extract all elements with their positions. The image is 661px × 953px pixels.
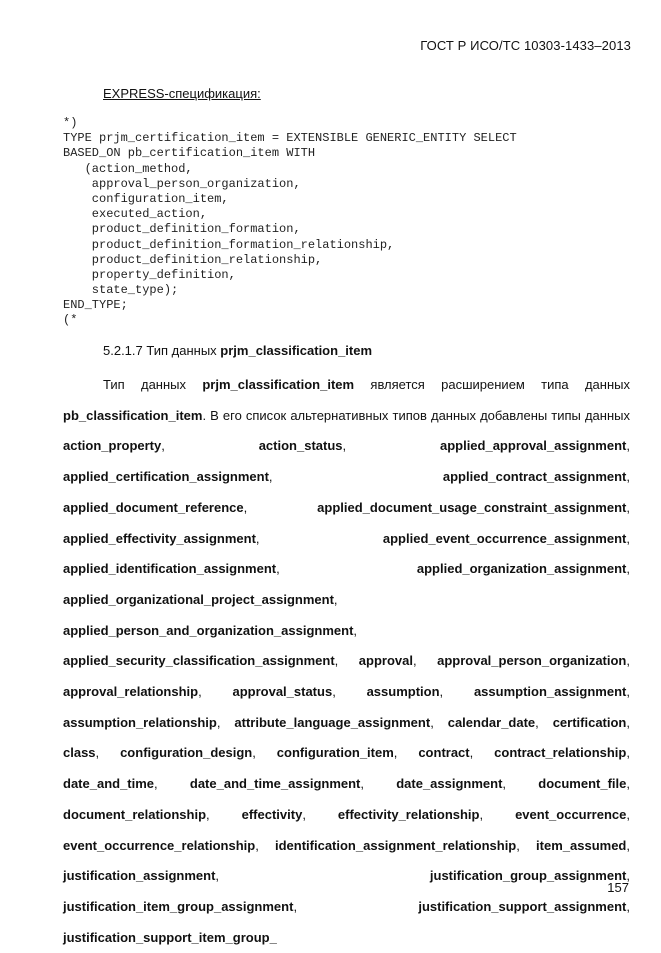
type-name-item: assumption_relationship [63,714,217,730]
type-name-item: certification [552,714,627,730]
para-type-name: prjm_classification_item [202,377,355,392]
section-type-name: prjm_classification_item [220,343,373,358]
para-middle2: . В его список альтернативных типов данных добавлены типы данных [202,407,630,423]
code-line: approval_person_organization, [63,176,301,191]
type-name-item: justification_support_assignment [418,898,627,914]
type-name-item: approval_status [232,684,333,700]
type-name-item: assumption [366,684,440,700]
type-name-item: justification_group_assignment [429,868,627,884]
section-number: 5.2.1.7 Тип данных [103,343,217,358]
type-name-item: applied_event_occurrence_assignment [382,530,627,546]
type-name-item: effectivity_relationship [337,806,480,822]
type-name-item: applied_approval_assignment [439,438,627,454]
code-line: property_definition, [63,267,236,282]
type-name-item: effectivity [241,806,303,822]
code-line: product_definition_formation, [63,222,301,237]
code-line: BASED_ON pb_certification_item WITH [63,146,316,161]
type-name-item: applied_contract_assignment [442,469,627,485]
type-name-item: date_assignment [396,776,503,792]
type-name-item: justification_assignment [63,868,216,884]
para-base-type: pb_classification_item [63,407,203,423]
type-name-item: item_assumed [536,837,627,853]
type-name-item: event_occurrence_relationship [63,837,256,853]
type-name-item: identification_assignment_relationship [274,837,517,853]
type-name-item: applied_effectivity_assignment [63,530,256,546]
type-name-item: contract_relationship [494,745,627,761]
type-name-item: attribute_language_assignment [234,714,431,730]
type-name-item: class [63,745,96,761]
para-intro: Тип данных [103,377,187,392]
type-name-item: assumption_assignment [473,684,627,700]
code-line: END_TYPE; [63,298,128,313]
type-name-item: date_and_time [63,776,155,792]
type-name-item: approval_person_organization [437,653,627,669]
type-name-item: applied_organizational_project_assignment [63,591,334,607]
type-name-item: applied_document_reference [63,499,244,515]
code-line: (action_method, [63,161,193,176]
body-paragraph [63,370,630,953]
code-line: TYPE prjm_certification_item = EXTENSIBLE GENERIC_ENTITY SELECT [63,131,517,146]
type-name-item: approval_relationship [63,684,199,700]
code-line: state_type); [63,283,179,298]
type-name-item: action_status [258,438,343,454]
code-line: executed_action, [63,207,208,222]
type-name-item: applied_security_classification_assignment [63,653,335,669]
type-name-item: document_relationship [63,806,207,822]
type-name-item: calendar_date [447,714,536,730]
code-line: product_definition_formation_relationship, [63,237,395,252]
type-name-item: applied_identification_assignment [63,561,277,577]
section-heading [103,343,372,358]
page-number: 157 [607,880,629,895]
type-name-item: approval [358,653,413,669]
type-name-item: configuration_item [276,745,394,761]
type-name-item: action_property [63,438,162,454]
document-header: ГОСТ Р ИСО/ТС 10303-1433–2013 [420,38,631,53]
type-name-item: applied_person_and_organization_assignment [63,622,354,638]
type-name-item: configuration_design [120,745,253,761]
types-list: action_property, action_status, applied_approval_assignment, applied_certification_assignment, applied_contract_assignment, applied_document_reference, applied_document_usage_constraint_assignment, applied_effectivity_assignment, applied_event_occurrence_assignment, applied_identification_assignment, applied_organization_assignment, applied_organizational_project_assignment, applied_person_and_organization_assignment, applied_security_classification_assignment, approval, approval_person_organization, approval_relationship, approval_status, assumption, assumption_assignment, assumption_relationship, attribute_language_assignment, calendar_date, certification, class, configuration_design, configuration_item, contract, contract_relationship, date_and_time, date_and_time_assignment, date_assignment, document_file, document_relationship, effectivity, effectivity_relationship, event_occurrence, event_occurrence_relationship, identification_assignment_relationship, item_assumed, justification_assignment, justification_group_assignment, justification_item_group_assignment, justification_support_assignment, justification_support_item_group_ [63,438,630,945]
code-line: *) [63,116,78,130]
type-name-item: document_file [538,776,627,792]
express-spec-label: EXPRESS-спецификация: [103,86,261,101]
para-middle1: является расширением типа данных [370,377,630,392]
code-line: product_definition_relationship, [63,252,323,267]
type-name-item: justification_item_group_assignment [63,898,294,914]
type-name-item: applied_organization_assignment [416,561,627,577]
code-line: configuration_item, [63,191,229,206]
type-name-item: applied_certification_assignment [63,469,269,485]
type-name-item: date_and_time_assignment [189,776,361,792]
type-name-item: justification_support_item_group_ [63,929,277,945]
type-name-item: applied_document_usage_constraint_assignment [317,499,627,515]
express-code-block [63,116,517,329]
code-line: (* [63,313,78,328]
type-name-item: event_occurrence [515,806,627,822]
type-name-item: contract [418,745,470,761]
